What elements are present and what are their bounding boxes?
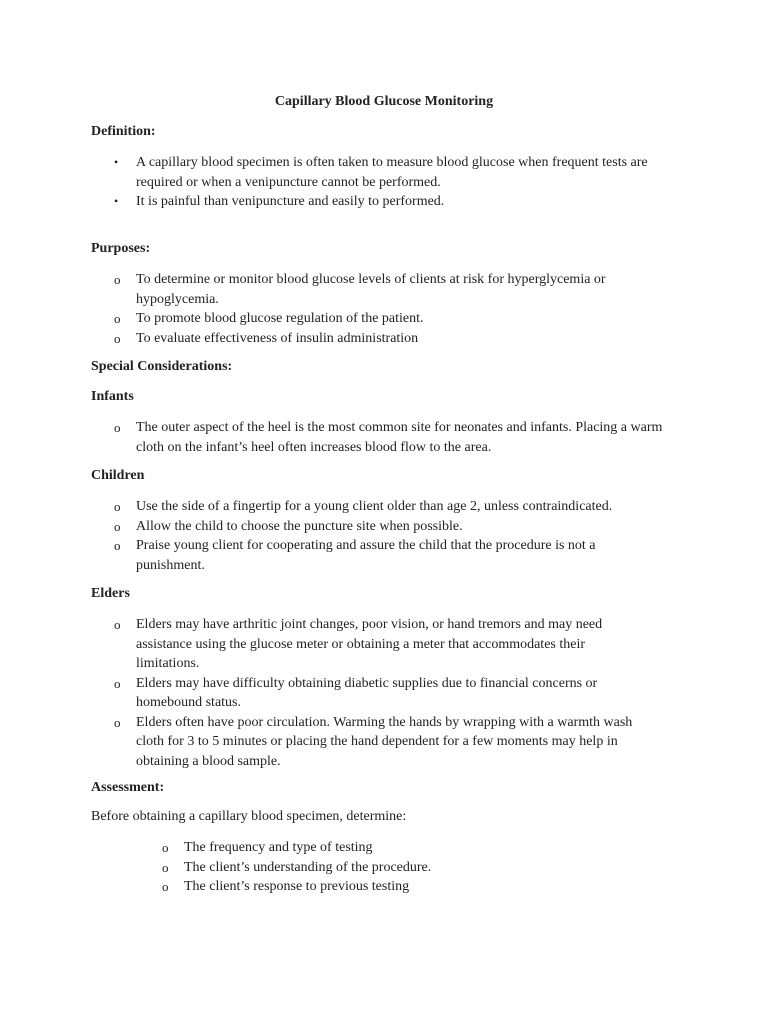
list-item (114, 674, 646, 713)
list-item-text: A capillary blood specimen is often taken to measure blood glucose when frequent tests are required or when a venipuncture cannot be performed. (136, 155, 648, 190)
bullet-disc-icon: • (114, 155, 119, 169)
list-item-text: Allow the child to choose the puncture site when possible. (136, 518, 463, 534)
bullet-circle-icon: o (162, 879, 169, 894)
definition-list (114, 153, 676, 212)
elders-heading: Elders (91, 586, 130, 601)
bullet-circle-icon: o (114, 675, 121, 691)
list-item (114, 517, 656, 537)
list-item-text: Elders may have arthritic joint changes, poor vision, or hand tremors and may need assistance using the glucose meter or obtaining a meter that accommodates their limitations. (136, 617, 603, 671)
list-item-text: To evaluate effectiveness of insulin administration (136, 330, 419, 346)
list-item (162, 858, 664, 878)
children-list (114, 497, 656, 575)
list-item (114, 153, 676, 192)
list-item-text: The client’s response to previous testing (184, 879, 410, 894)
infants-heading: Infants (91, 389, 134, 404)
list-item-text: The frequency and type of testing (184, 840, 373, 855)
bullet-circle-icon: o (114, 499, 121, 514)
list-item-text: To determine or monitor blood glucose levels of clients at risk for hyperglycemia or hypoglycemia. (136, 272, 606, 307)
bullet-circle-icon: o (114, 311, 121, 326)
elders-list (114, 615, 646, 771)
special-considerations-heading: Special Considerations: (91, 359, 233, 374)
bullet-circle-icon: o (114, 420, 121, 435)
bullet-circle-icon: o (114, 518, 121, 534)
assessment-heading: Assessment: (91, 780, 165, 795)
definition-heading: Definition: (91, 124, 156, 139)
list-item (114, 418, 676, 457)
bullet-circle-icon: o (114, 272, 121, 287)
list-item-text: Praise young client for cooperating and assure the child that the procedure is not a punishment. (136, 538, 596, 573)
list-item-text: The outer aspect of the heel is the most common site for neonates and infants. Placing a warm cloth on the infant’s heel often increases blood flow to the area. (136, 420, 663, 455)
list-item (114, 615, 646, 674)
list-item-text: Elders may have difficulty obtaining diabetic supplies due to financial concerns or homebound status. (136, 675, 598, 710)
bullet-circle-icon: o (162, 859, 169, 875)
bullet-circle-icon: o (114, 714, 121, 730)
list-item (114, 713, 646, 772)
list-item-text: To promote blood glucose regulation of the patient. (136, 311, 424, 326)
bullet-circle-icon: o (162, 840, 169, 855)
document-title: Capillary Blood Glucose Monitoring (274, 94, 494, 109)
list-item (162, 838, 664, 858)
bullet-circle-icon: o (114, 538, 121, 553)
bullet-disc-icon: • (114, 194, 119, 208)
list-item (114, 192, 676, 212)
infants-list (114, 418, 676, 457)
list-item-text: Elders often have poor circulation. Warming the hands by wrapping with a warmth wash cloth for 3 to 5 minutes or placing the hand dependent for a few moments may help in obtaining a blood sample. (136, 714, 633, 769)
list-item-text: It is painful than venipuncture and easily to performed. (136, 194, 445, 209)
list-item (114, 270, 666, 309)
list-item (114, 309, 666, 329)
list-item (114, 536, 656, 575)
bullet-circle-icon: o (114, 330, 121, 346)
children-heading: Children (91, 468, 145, 483)
list-item-text: The client’s understanding of the procedure. (184, 859, 432, 875)
list-item-text: Use the side of a fingertip for a young client older than age 2, unless contraindicated. (136, 499, 613, 514)
bullet-circle-icon: o (114, 617, 121, 632)
assessment-list (162, 838, 664, 897)
assessment-intro: Before obtaining a capillary blood specimen, determine: (91, 809, 407, 824)
list-item (162, 877, 664, 897)
purposes-heading: Purposes: (91, 241, 151, 256)
list-item (114, 329, 666, 349)
purposes-list (114, 270, 666, 348)
list-item (114, 497, 656, 517)
